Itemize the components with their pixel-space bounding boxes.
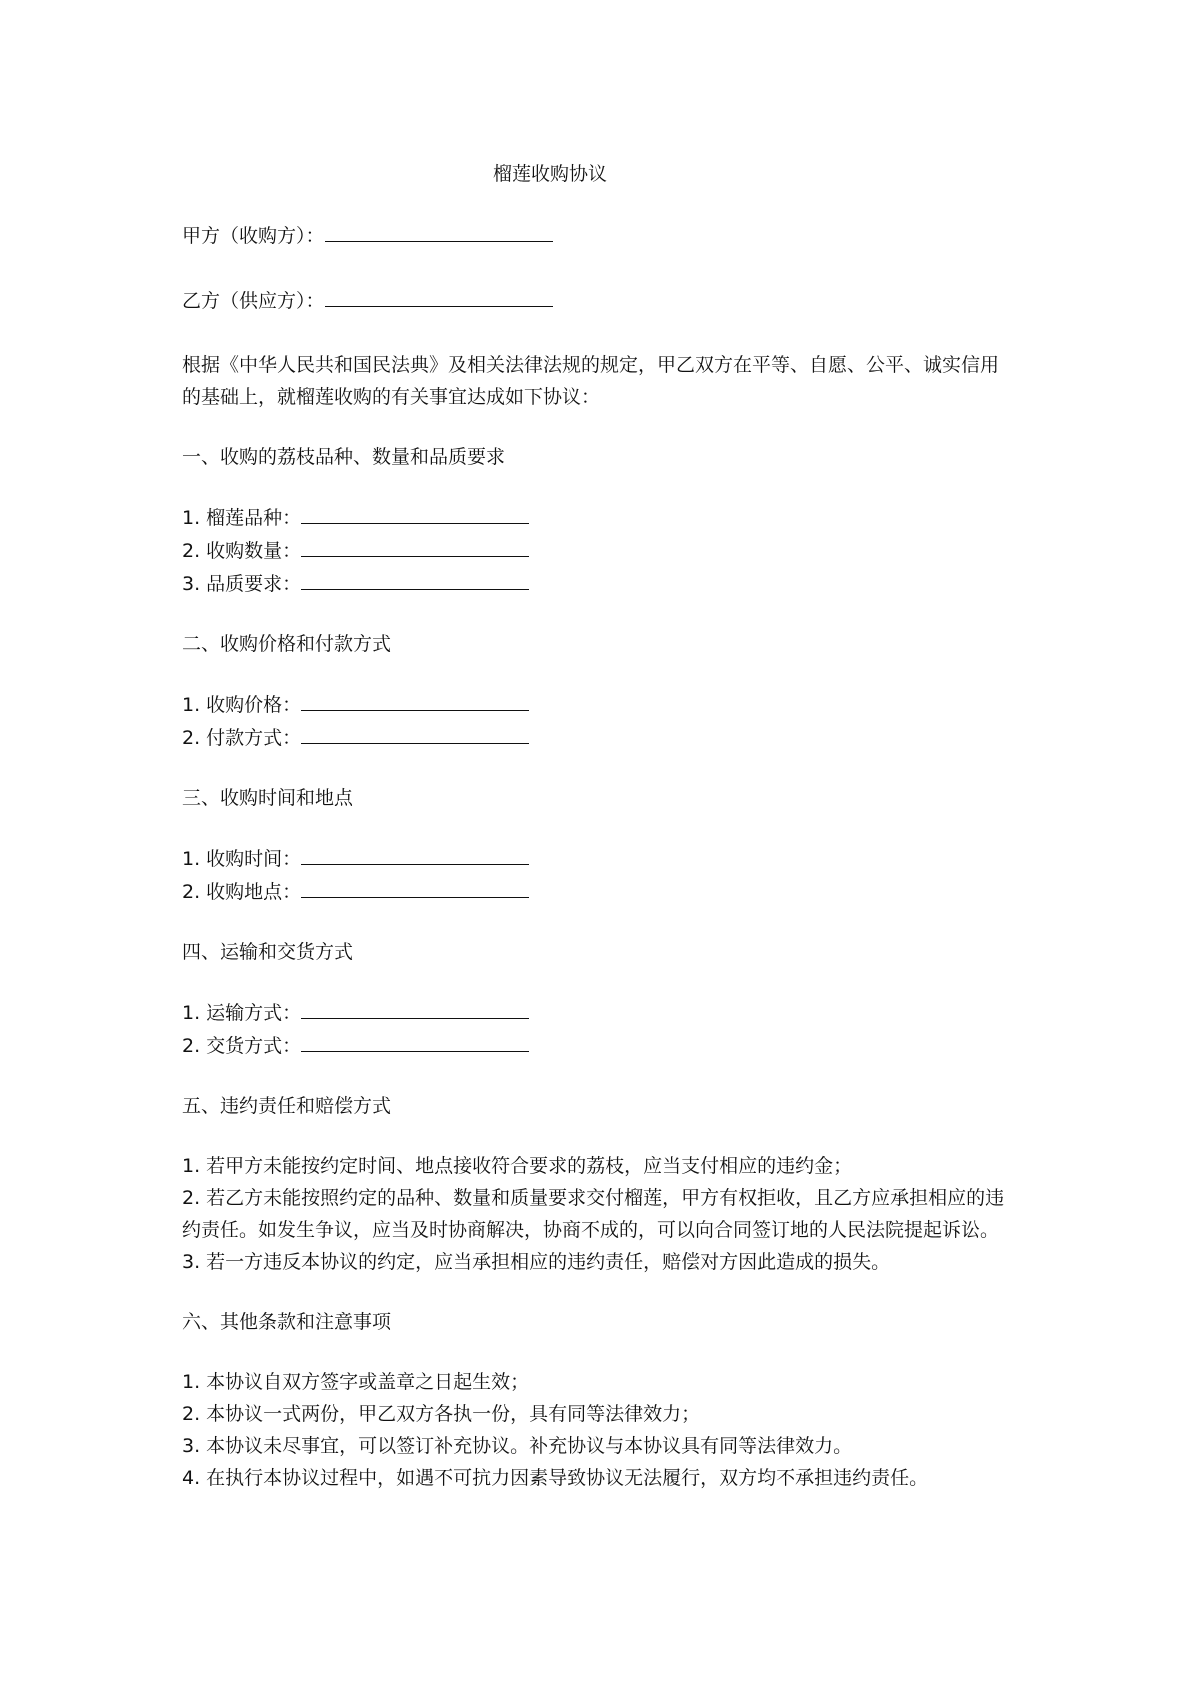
clause-text: 3. 本协议未尽事宜，可以签订补充协议。补充协议与本协议具有同等法律效力。 — [182, 1435, 853, 1457]
field-blank[interactable] — [301, 721, 529, 744]
field-label: 1. 收购价格： — [182, 694, 302, 716]
party-a-blank[interactable] — [325, 219, 553, 242]
field-blank[interactable] — [301, 842, 529, 865]
field-blank[interactable] — [301, 567, 529, 590]
section-heading: 六、其他条款和注意事项 — [182, 1311, 392, 1333]
form-field — [182, 842, 1012, 875]
field-blank[interactable] — [301, 501, 529, 524]
form-field — [182, 567, 1012, 600]
field-label: 3. 品质要求： — [182, 573, 302, 595]
section-heading: 四、运输和交货方式 — [182, 941, 354, 963]
clause-text: 2. 若乙方未能按照约定的品种、数量和质量要求交付榴莲，甲方有权拒收，且乙方应承担相应的违约责任。如发生争议，应当及时协商解决，协商不成的，可以向合同签订地的人民法院提起诉讼。 — [182, 1187, 1005, 1241]
field-label: 2. 收购数量： — [182, 540, 302, 562]
document-body — [182, 219, 1012, 1494]
form-field — [182, 996, 1012, 1029]
clause-text: 2. 本协议一式两份，甲乙双方各执一份，具有同等法律效力； — [182, 1403, 701, 1425]
form-field — [182, 1029, 1012, 1062]
party-a-label: 甲方（收购方）： — [182, 225, 325, 247]
field-label: 1. 运输方式： — [182, 1002, 302, 1024]
field-blank[interactable] — [301, 688, 529, 711]
form-field — [182, 875, 1012, 908]
field-label: 2. 收购地点： — [182, 881, 302, 903]
clause-text: 1. 若甲方未能按约定时间、地点接收符合要求的荔枝，应当支付相应的违约金； — [182, 1155, 853, 1177]
form-field — [182, 721, 1012, 754]
field-blank[interactable] — [301, 875, 529, 898]
clause-text: 4. 在执行本协议过程中，如遇不可抗力因素导致协议无法履行，双方均不承担违约责任。 — [182, 1467, 929, 1489]
field-blank[interactable] — [301, 534, 529, 557]
party-b-label: 乙方（供应方）： — [182, 290, 325, 312]
party-b-blank[interactable] — [325, 284, 553, 307]
field-label: 2. 交货方式： — [182, 1035, 302, 1057]
form-field — [182, 501, 1012, 534]
section-heading: 一、收购的荔枝品种、数量和品质要求 — [182, 446, 506, 468]
field-label: 1. 收购时间： — [182, 848, 302, 870]
party-a-field — [182, 219, 1012, 252]
clause-text: 3. 若一方违反本协议的约定，应当承担相应的违约责任，赔偿对方因此造成的损失。 — [182, 1251, 891, 1273]
party-b-field — [182, 284, 1012, 317]
field-blank[interactable] — [301, 1029, 529, 1052]
section-heading: 三、收购时间和地点 — [182, 787, 354, 809]
section-heading: 五、违约责任和赔偿方式 — [182, 1095, 392, 1117]
section-heading: 二、收购价格和付款方式 — [182, 633, 392, 655]
form-field — [182, 688, 1012, 721]
clause-text: 1. 本协议自双方签字或盖章之日起生效； — [182, 1371, 530, 1393]
field-label: 1. 榴莲品种： — [182, 507, 302, 529]
preamble-paragraph: 根据《中华人民共和国民法典》及相关法律法规的规定，甲乙双方在平等、自愿、公平、诚实信用的基础上，就榴莲收购的有关事宜达成如下协议： — [182, 354, 1000, 408]
document-title: 榴莲收购协议 — [492, 163, 607, 185]
field-label: 2. 付款方式： — [182, 727, 302, 749]
form-field — [182, 534, 1012, 567]
field-blank[interactable] — [301, 996, 529, 1019]
